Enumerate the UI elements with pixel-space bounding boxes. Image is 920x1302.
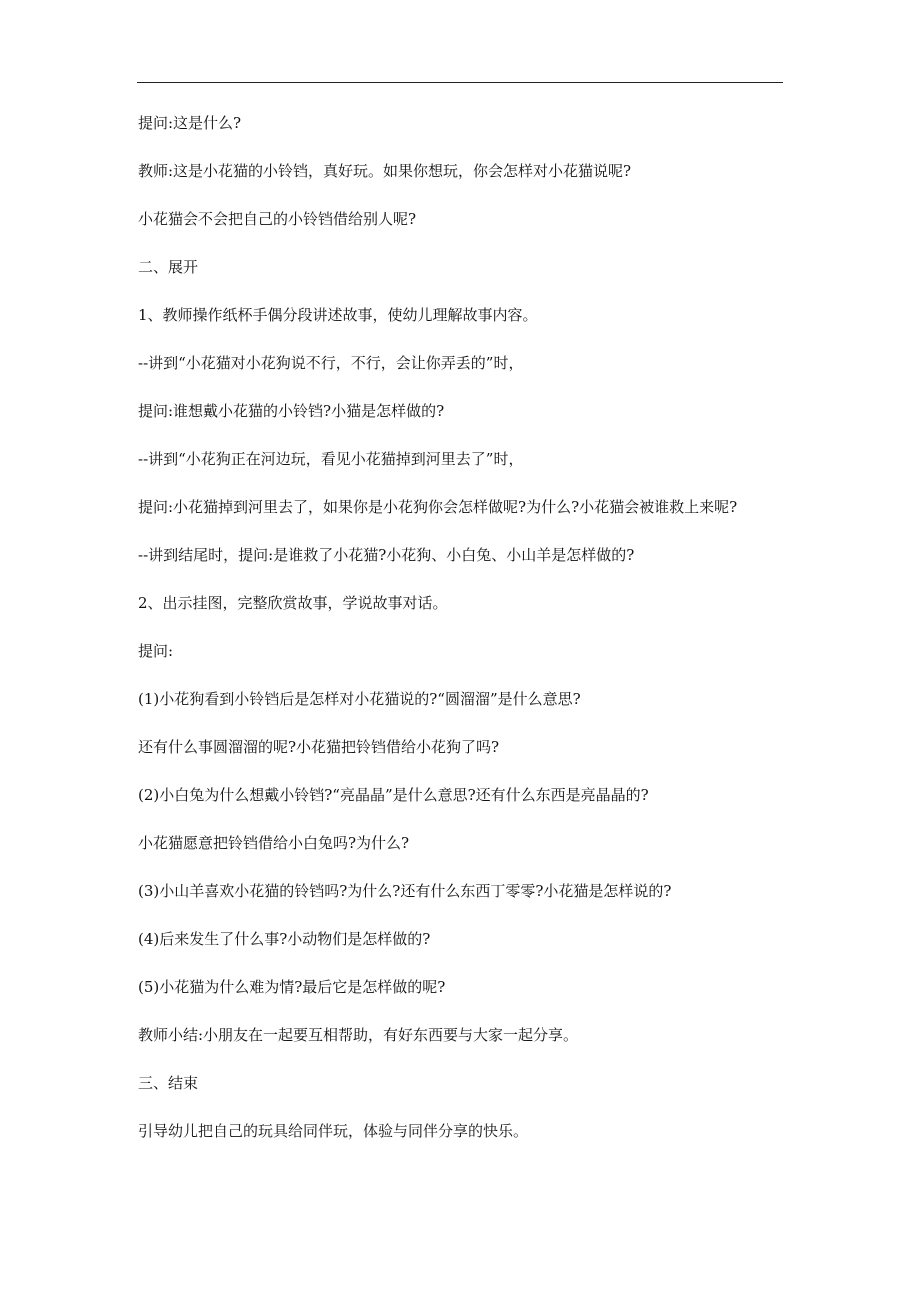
question-what-is-this: 提问:这是什么? xyxy=(138,114,242,132)
teacher-summary-line: 教师小结:小朋友在一起要互相帮助，有好东西要与大家一起分享。 xyxy=(138,1026,579,1044)
question-item-2: (2)小白兔为什么想戴小铃铛?“亮晶晶”是什么意思?还有什么东西是亮晶晶的? xyxy=(138,786,649,804)
story-cue-line: --讲到结尾时，提问:是谁救了小花猫?小花狗、小白兔、小山羊是怎样做的? xyxy=(138,546,635,564)
document-body xyxy=(138,110,798,1166)
story-cue-line: --讲到“小花猫对小花狗说不行，不行，会让你弄丢的”时， xyxy=(138,354,524,372)
step-1-line: 1、教师操作纸杯手偶分段讲述故事，使幼儿理解故事内容。 xyxy=(138,306,538,324)
intro-question-line: 小花猫会不会把自己的小铃铛借给别人呢? xyxy=(138,210,417,228)
question-line: 提问:小花猫掉到河里去了，如果你是小花狗你会怎样做呢?为什么?小花猫会被谁救上来呢? xyxy=(138,498,738,516)
question-item-2-followup: 小花猫愿意把铃铛借给小白兔吗?为什么? xyxy=(138,834,410,852)
question-item-1-followup: 还有什么事圆溜溜的呢?小花猫把铃铛借给小花狗了吗? xyxy=(138,738,500,756)
section-heading-end: 三、结束 xyxy=(138,1074,199,1092)
question-item-1: (1)小花狗看到小铃铛后是怎样对小花猫说的?“圆溜溜”是什么意思? xyxy=(138,690,581,708)
question-item-5: (5)小花猫为什么难为情?最后它是怎样做的呢? xyxy=(138,978,446,996)
questions-label: 提问: xyxy=(138,642,174,660)
header-rule xyxy=(137,82,783,83)
teacher-intro-line: 教师:这是小花猫的小铃铛，真好玩。如果你想玩，你会怎样对小花猫说呢? xyxy=(138,162,632,180)
story-cue-line: --讲到“小花狗正在河边玩，看见小花猫掉到河里去了”时， xyxy=(138,450,524,468)
closing-line: 引导幼儿把自己的玩具给同伴玩，体验与同伴分享的快乐。 xyxy=(138,1122,529,1140)
question-line: 提问:谁想戴小花猫的小铃铛?小猫是怎样做的? xyxy=(138,402,445,420)
question-item-4: (4)后来发生了什么事?小动物们是怎样做的? xyxy=(138,930,431,948)
section-heading-expand: 二、展开 xyxy=(138,258,199,276)
step-2-line: 2、出示挂图，完整欣赏故事，学说故事对话。 xyxy=(138,594,448,612)
question-item-3: (3)小山羊喜欢小花猫的铃铛吗?为什么?还有什么东西丁零零?小花猫是怎样说的? xyxy=(138,882,672,900)
